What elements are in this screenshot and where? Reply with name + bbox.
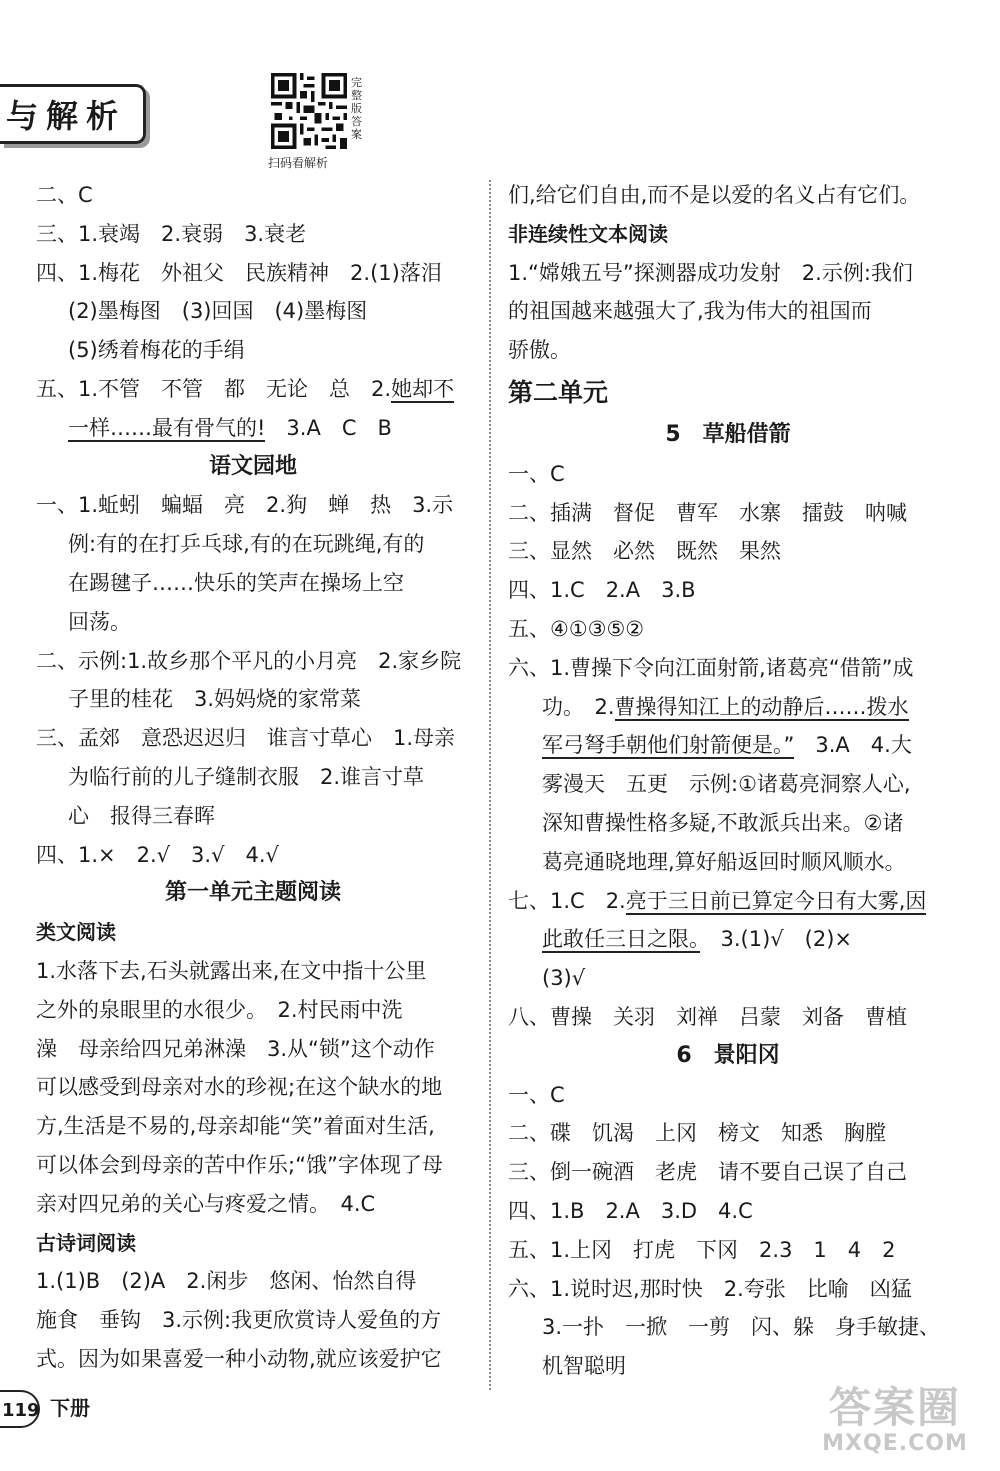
- underlined-answer: 此敢任三日之限。: [542, 927, 700, 952]
- page-number-badge: [0, 1390, 40, 1428]
- page-number: 119: [2, 1400, 40, 1421]
- answer-text: 六、1.说时迟,那时快 2.夸张 比喻 凶猛: [508, 1276, 912, 1301]
- answer-text: 之外的泉眼里的水很少。 2.村民雨中洗: [36, 997, 403, 1022]
- answer-line: [36, 564, 470, 603]
- answer-line: [508, 571, 948, 610]
- answer-line: [36, 409, 470, 448]
- answer-line: [508, 726, 948, 765]
- answer-text: 一、1.蚯蚓 蝙蝠 亮 2.狗 蝉 热 3.示: [36, 493, 454, 518]
- underlined-answer: 曹操得知江上的动静后……拨水: [614, 694, 909, 719]
- answer-line: [36, 1262, 470, 1301]
- watermark-main: 答案圈: [828, 1383, 961, 1432]
- underlined-answer: 军弓弩手朝他们射箭便是。”: [542, 733, 795, 758]
- lesson-heading: [508, 416, 948, 455]
- answer-line: [36, 680, 470, 719]
- answer-text: 三、显然 必然 既然 果然: [508, 539, 781, 564]
- answer-text: 五、④①③⑤②: [508, 616, 645, 641]
- right-column: [508, 176, 948, 1386]
- answer-text: 心 报得三春晖: [68, 803, 215, 828]
- answer-line: [508, 959, 948, 998]
- answer-line: [508, 920, 948, 959]
- answer-text: 四、1.C 2.A 3.B: [508, 578, 696, 603]
- answer-text: 施食 垂钩 3.示例:我更欣赏诗人爱鱼的方: [36, 1308, 442, 1333]
- underlined-answer: 亮于三日前已算定今日有大雾,因: [625, 888, 927, 913]
- answer-line: [508, 998, 948, 1037]
- answer-line: [508, 1076, 948, 1115]
- answer-text: 七、1.C 2.: [508, 888, 626, 913]
- answer-text: 子里的桂花 3.妈妈烧的家常菜: [68, 687, 362, 712]
- answer-line: [36, 215, 470, 254]
- lesson-heading: [36, 874, 470, 913]
- answer-text: 3.一扑 一掀 一剪 闪、躲 身手敏捷、: [542, 1315, 941, 1340]
- answer-line: [508, 1270, 948, 1309]
- answer-line: [36, 603, 470, 642]
- answer-text: 六、1.曹操下令向江面射箭,诸葛亮“借箭”成: [508, 655, 914, 680]
- answer-text: 三、倒一碗酒 老虎 请不要自己误了自己: [508, 1160, 907, 1185]
- answer-line: [36, 1185, 470, 1224]
- section-title-text: 与解析: [6, 97, 127, 135]
- answer-text: (2)墨梅图 (3)回国 (4)墨梅图: [68, 299, 368, 324]
- answer-line: [508, 688, 948, 727]
- answer-text: (5)绣着梅花的手绢: [68, 338, 245, 363]
- answer-text: 的祖国越来越强大了,我为伟大的祖国而: [508, 299, 872, 324]
- answer-line: [36, 486, 470, 525]
- answer-text: 功。 2.: [542, 694, 615, 719]
- answer-text: 二、C: [36, 183, 93, 207]
- answer-text: 1.“嫦娥五号”探测器成功发射 2.示例:我们: [508, 260, 913, 285]
- answer-line: [36, 1146, 470, 1185]
- qr-code-icon[interactable]: [271, 73, 347, 149]
- answer-text: 四、1.梅花 外祖父 民族精神 2.(1)落泪: [36, 260, 442, 285]
- answer-text: 八、曹操 关羽 刘禅 吕蒙 刘备 曹植: [508, 1004, 907, 1029]
- answer-line: [36, 719, 470, 758]
- watermark-logo: [800, 1385, 990, 1467]
- answer-line: [508, 1231, 948, 1270]
- answer-line: [508, 1308, 948, 1347]
- unit-heading: [508, 370, 948, 416]
- answer-text: 1.水落下去,石头就露出来,在文中指十公里: [36, 958, 427, 983]
- answer-line: [36, 991, 470, 1030]
- answer-text: 类文阅读: [36, 920, 116, 945]
- answer-line: [508, 804, 948, 843]
- answer-line: [36, 176, 470, 215]
- answer-text: 葛亮通晓地理,算好船返回时顺风顺水。: [542, 849, 906, 874]
- answer-text: 三、1.衰竭 2.衰弱 3.衰老: [36, 221, 307, 246]
- answer-line: [508, 649, 948, 688]
- answer-line: [508, 176, 948, 215]
- answer-text: 方,生活是不易的,母亲却能“笑”着面对生活,: [36, 1114, 435, 1139]
- column-divider: [489, 180, 491, 1390]
- answer-text: 在踢毽子……快乐的笑声在操场上空: [68, 570, 404, 595]
- answer-text: 骄傲。: [508, 338, 571, 363]
- answer-line: [36, 1107, 470, 1146]
- answer-text: 可以体会到母亲的苦中作乐;“饿”字体现了母: [36, 1152, 443, 1177]
- answer-text: 例:有的在打乒乓球,有的在玩跳绳,有的: [68, 532, 425, 557]
- answer-line: [36, 642, 470, 681]
- answer-text: 二、示例:1.故乡那个平凡的小月亮 2.家乡院: [36, 648, 462, 673]
- answer-text: 机智聪明: [542, 1354, 626, 1379]
- watermark-sub: MXQE.COM: [822, 1431, 968, 1456]
- answer-text: 第二单元: [508, 377, 609, 407]
- answer-line: [36, 1030, 470, 1069]
- answer-text: 们,给它们自由,而不是以爱的名义占有它们。: [508, 183, 921, 207]
- left-column: [36, 176, 470, 1379]
- answer-text: 3.A C B: [265, 415, 392, 440]
- qr-side-label: 完整版答案: [351, 76, 362, 141]
- answer-line: [36, 370, 470, 409]
- answer-line: [508, 1114, 948, 1153]
- subsection-heading: [36, 913, 470, 952]
- answer-text: 3.(1)√ (2)×: [699, 927, 853, 952]
- answer-text: 6 景阳冈: [676, 1042, 780, 1068]
- section-title: [0, 84, 146, 144]
- answer-text: 三、孟郊 意恐迟迟归 谁言寸草心 1.母亲: [36, 726, 456, 751]
- answer-line: [508, 455, 948, 494]
- answer-line: [508, 610, 948, 649]
- answer-text: 五、1.不管 不管 都 无论 总 2.: [36, 376, 392, 401]
- answer-text: 一、C: [508, 461, 565, 486]
- answer-line: [36, 1340, 470, 1379]
- answer-line: [508, 882, 948, 921]
- answer-text: 非连续性文本阅读: [508, 221, 668, 246]
- subsection-heading: [36, 1224, 470, 1263]
- underlined-answer: 一样……最有骨气的!: [68, 415, 266, 440]
- answer-line: [508, 292, 948, 331]
- answer-text: 雾漫天 五更 示例:①诸葛亮洞察人心,: [542, 772, 911, 797]
- answer-text: 深知曹操性格多疑,不敢派兵出来。②诸: [542, 810, 904, 835]
- answer-text: 5 草船借箭: [665, 421, 791, 447]
- answer-text: 五、1.上冈 打虎 下冈 2.3 1 4 2: [508, 1237, 896, 1262]
- answer-line: [508, 494, 948, 533]
- answer-text: 亲对四兄弟的关心与疼爱之情。 4.C: [36, 1191, 376, 1216]
- answer-line: [36, 292, 470, 331]
- qr-caption: 扫码看解析: [268, 156, 329, 170]
- underlined-answer: 她却不: [391, 376, 455, 401]
- answer-line: [36, 254, 470, 293]
- answer-text: 回荡。: [68, 609, 131, 634]
- answer-line: [36, 836, 470, 875]
- volume-label: 下册: [50, 1396, 90, 1420]
- answer-line: [508, 1153, 948, 1192]
- answer-text: 第一单元主题阅读: [164, 880, 341, 906]
- answer-line: [508, 765, 948, 804]
- lesson-heading: [508, 1037, 948, 1076]
- answer-line: [36, 525, 470, 564]
- answer-text: 二、插满 督促 曹军 水寨 擂鼓 呐喊: [508, 500, 907, 525]
- answer-line: [36, 1301, 470, 1340]
- answer-text: 古诗词阅读: [36, 1230, 136, 1255]
- answer-line: [36, 1068, 470, 1107]
- answer-line: [36, 758, 470, 797]
- answer-text: 为临行前的儿子缝制衣服 2.谁言寸草: [68, 764, 425, 789]
- answer-text: 澡 母亲给四兄弟淋澡 3.从“锁”这个动作: [36, 1036, 435, 1061]
- answer-text: 一、C: [508, 1082, 565, 1107]
- answer-text: 四、1.× 2.√ 3.√ 4.√: [36, 842, 279, 867]
- answer-line: [36, 952, 470, 991]
- answer-text: 四、1.B 2.A 3.D 4.C: [508, 1198, 753, 1223]
- answer-text: 可以感受到母亲对水的珍视;在这个缺水的地: [36, 1075, 443, 1100]
- lesson-heading: [36, 448, 470, 487]
- subsection-heading: [508, 215, 948, 254]
- answer-text: 语文园地: [208, 453, 297, 479]
- answer-line: [508, 1192, 948, 1231]
- answer-line: [508, 331, 948, 370]
- answer-line: [508, 254, 948, 293]
- answer-text: 二、碟 饥渴 上冈 榜文 知悉 胸膛: [508, 1121, 886, 1146]
- answer-line: [508, 843, 948, 882]
- answer-line: [36, 331, 470, 370]
- answer-text: (3)√: [542, 966, 586, 991]
- answer-line: [508, 532, 948, 571]
- answer-line: [36, 797, 470, 836]
- answer-text: 1.(1)B (2)A 2.闲步 悠闲、怡然自得: [36, 1269, 417, 1294]
- answer-text: 3.A 4.大: [794, 733, 912, 758]
- answer-line: [508, 1347, 948, 1386]
- answer-text: 式。因为如果喜爱一种小动物,就应该爱护它: [36, 1346, 442, 1371]
